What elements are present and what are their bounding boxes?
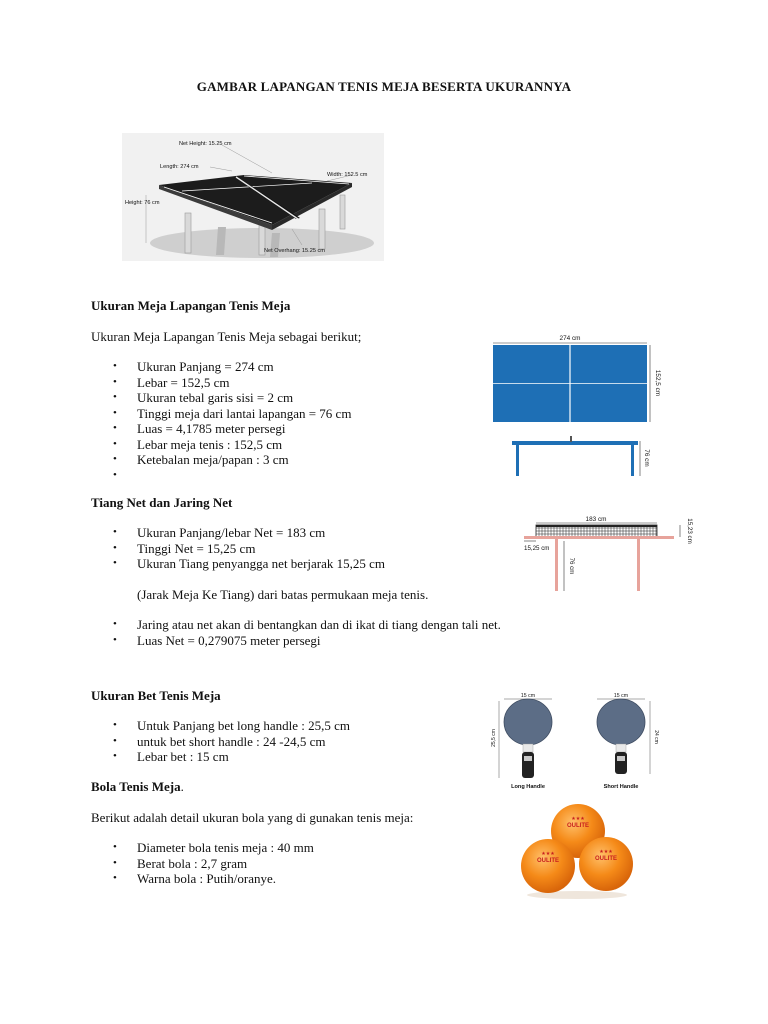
paddle-long-length-label: 25,5 cm (491, 729, 497, 747)
width-label: Width: 152.5 cm (327, 172, 368, 178)
overhang-label: Net Overhang: 15.25 cm (264, 248, 325, 254)
list-item: • Lebar = 152,5 cm (111, 375, 351, 391)
net-figure (520, 512, 694, 596)
section-heading-bat: Ukuran Bet Tenis Meja (91, 688, 221, 703)
net-leg-label: 76 cm (568, 557, 575, 575)
list-item: • Ketebalan meja/papan : 3 cm (111, 452, 351, 468)
section-intro-ball: Berikut adalah detail ukuran bola yang di gunakan tenis meja: (91, 810, 414, 825)
table-height-label: 76 cm (643, 449, 650, 467)
section-heading-ball (91, 779, 184, 795)
table-size-list (111, 359, 351, 483)
list-item: • Untuk Panjang bet long handle : 25,5 cm (111, 718, 350, 734)
ball-right (579, 837, 633, 891)
height-label: Height: 76 cm (125, 200, 160, 206)
ball-size-list (111, 840, 314, 887)
net-height-label: 15,23 cm (686, 518, 693, 544)
list-item: • Warna bola : Putih/oranye. (111, 871, 314, 887)
section-heading-net: Tiang Net dan Jaring Net (91, 495, 233, 510)
list-item (111, 468, 351, 484)
balls-figure (514, 800, 640, 900)
list-item: • Luas = 4,1785 meter persegi (111, 421, 351, 437)
table-top-view-figure (486, 330, 666, 480)
list-item: • Ukuran Panjang/lebar Net = 183 cm (111, 525, 385, 541)
net-size-list-a (111, 525, 385, 572)
section-intro-table: Ukuran Meja Lapangan Tenis Meja sebagai berikut; (91, 329, 362, 344)
list-item: • Luas Net = 0,279075 meter persegi (111, 633, 501, 649)
table-3d-figure (122, 133, 384, 261)
section-heading-table: Ukuran Meja Lapangan Tenis Meja (91, 298, 291, 313)
paddle-long-label: Long Handle (511, 784, 545, 790)
ball-brand: OULITE (595, 856, 617, 862)
net-overhang-label: 15,25 cm (524, 545, 550, 552)
ball-stars: ★★★ (571, 816, 585, 822)
length-label: Length: 274 cm (160, 164, 199, 170)
ball-left (521, 839, 575, 893)
paddle-short-width-label: 15 cm (613, 693, 629, 699)
list-item: • Jaring atau net akan di bentangkan dan di ikat di tiang dengan tali net. (111, 617, 501, 633)
bat-size-list (111, 718, 350, 765)
list-item: • Diameter bola tenis meja : 40 mm (111, 840, 314, 856)
list-item: • Tinggi meja dari lantai lapangan = 76 cm (111, 406, 351, 422)
list-item: • Ukuran Panjang = 274 cm (111, 359, 351, 375)
list-item: • Lebar bet : 15 cm (111, 749, 350, 765)
list-item: • Lebar meja tenis : 152,5 cm (111, 437, 351, 453)
ball-heading-text: Bola Tenis Meja (91, 779, 181, 794)
net-note: (Jarak Meja Ke Tiang) dari batas permukaan meja tenis. (137, 587, 429, 602)
ball-stars: ★★★ (541, 851, 555, 857)
list-item: • Tinggi Net = 15,25 cm (111, 541, 385, 557)
paddle-short-length-label: 24 cm (653, 730, 659, 744)
list-item: • untuk bet short handle : 24 -24,5 cm (111, 734, 350, 750)
paddle-long-width-label: 15 cm (520, 693, 536, 699)
table-length-label: 274 cm (559, 335, 581, 342)
net-size-list-b (111, 617, 501, 648)
net-length-label: 183 cm (585, 516, 607, 523)
paddle-short-label: Short Handle (603, 784, 639, 790)
net-height-label: Net Height: 15.25 cm (179, 141, 232, 147)
list-item: • Berat bola : 2,7 gram (111, 856, 314, 872)
paddle-figure (490, 690, 660, 792)
ball-brand: OULITE (537, 858, 559, 864)
ball-heading-suffix: . (180, 779, 184, 794)
ball-brand: OULITE (567, 823, 589, 829)
table-width-label: 152,5 cm (654, 369, 661, 397)
ball-stars: ★★★ (599, 849, 613, 855)
list-item: • Ukuran tebal garis sisi = 2 cm (111, 390, 351, 406)
list-item: • Ukuran Tiang penyangga net berjarak 15,25 cm (111, 556, 385, 572)
page-title: GAMBAR LAPANGAN TENIS MEJA BESERTA UKURANNYA (196, 79, 572, 94)
